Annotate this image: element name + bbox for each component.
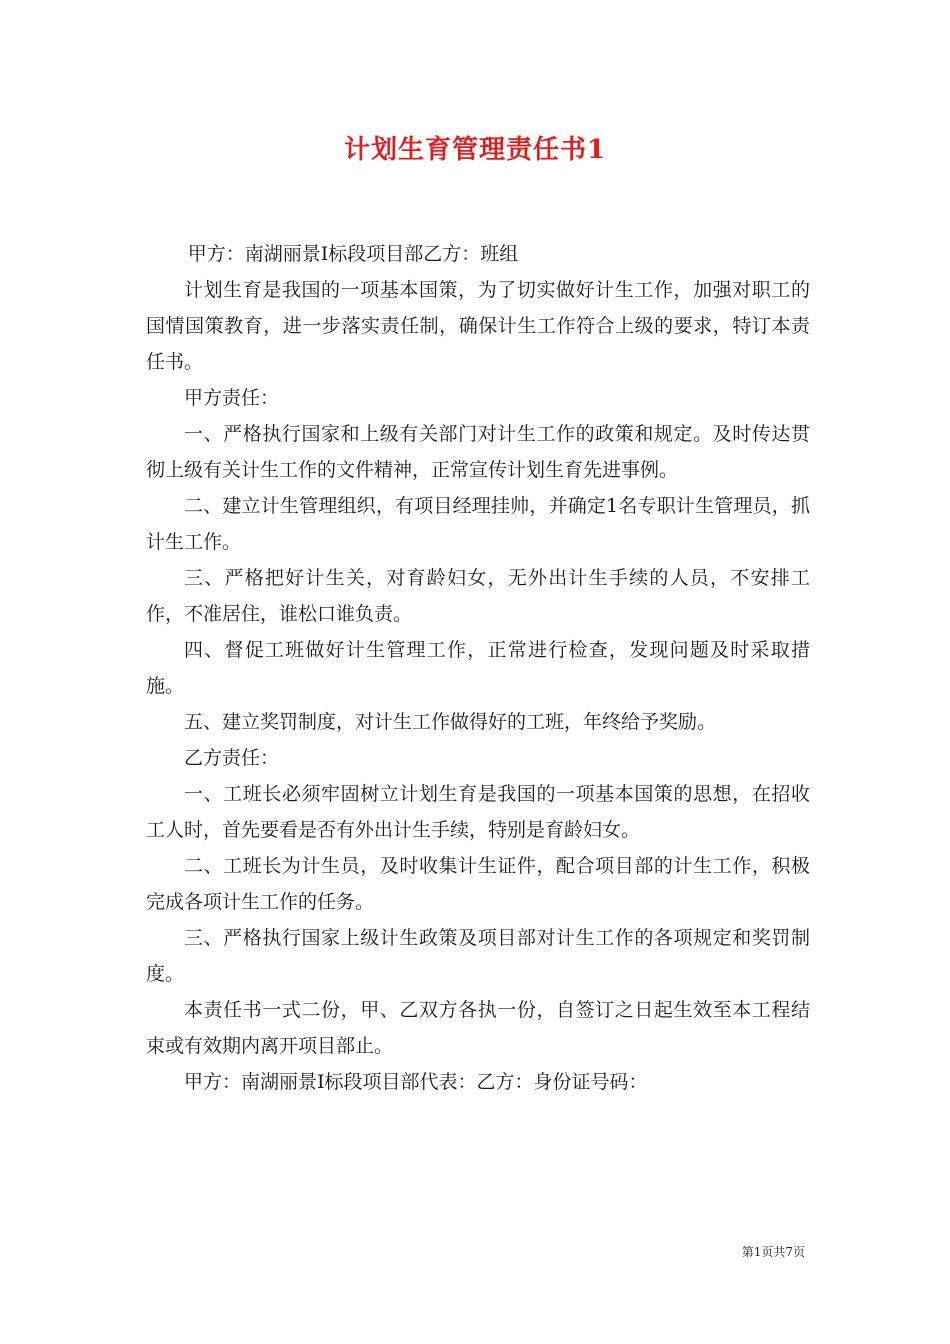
party-a-item-2: 二、建立计生管理组织，有项目经理挂帅，并确定1名专职计生管理员，抓计生工作。 — [146, 495, 810, 553]
page-number: 第1页共7页 — [741, 1245, 805, 1259]
validity-paragraph: 本责任书一式二份，甲、乙双方各执一份，自签订之日起生效至本工程结束或有效期内离开项目部止。 — [146, 999, 810, 1057]
party-b-item-2: 二、工班长为计生员，及时收集计生证件，配合项目部的计生工作，积极完成各项计生工作的任务。 — [146, 855, 810, 913]
party-b-heading: 乙方责任： — [184, 747, 280, 769]
party-a-item-4: 四、督促工班做好计生管理工作，正常进行检查，发现问题及时采取措施。 — [146, 639, 810, 697]
party-b-item-3: 三、严格执行国家上级计生政策及项目部对计生工作的各项规定和奖罚制度。 — [146, 927, 810, 985]
parties-line: 甲方：南湖丽景Ⅰ标段项目部乙方：班组 — [187, 243, 519, 265]
party-b-item-1: 一、工班长必须牢固树立计划生育是我国的一项基本国策的思想，在招收工人时，首先要看是否有外出计生手续，特别是育龄妇女。 — [146, 783, 810, 841]
document-body — [146, 236, 810, 1100]
intro-paragraph: 计划生育是我国的一项基本国策，为了切实做好计生工作，加强对职工的国情国策教育，进一步落实责任制，确保计生工作符合上级的要求，特订本责任书。 — [146, 279, 810, 373]
signature-line: 甲方：南湖丽景Ⅰ标段项目部代表：乙方：身份证号码： — [184, 1071, 648, 1093]
party-a-item-3: 三、严格把好计生关，对育龄妇女，无外出计生手续的人员，不安排工作，不准居住，谁松口谁负责。 — [146, 567, 810, 625]
party-a-item-1: 一、严格执行国家和上级有关部门对计生工作的政策和规定。及时传达贯彻上级有关计生工作的文件精神，正常宣传计划生育先进事例。 — [146, 423, 810, 481]
party-a-heading: 甲方责任： — [184, 387, 280, 409]
page-title: 计划生育管理责任书1 — [343, 135, 607, 165]
party-a-item-5: 五、建立奖罚制度，对计生工作做得好的工班，年终给予奖励。 — [184, 711, 717, 733]
